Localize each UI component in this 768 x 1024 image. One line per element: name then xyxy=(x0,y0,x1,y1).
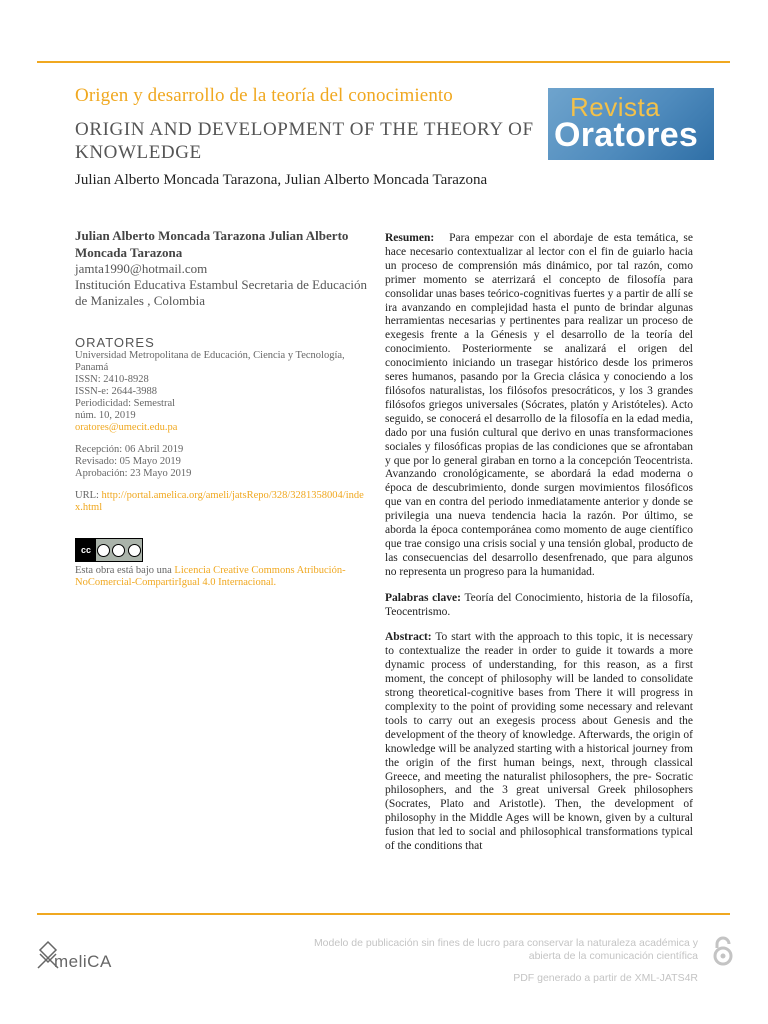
by-icon xyxy=(97,544,110,557)
open-access-icon xyxy=(710,936,736,966)
cc-icon: cc xyxy=(76,539,96,561)
journal-issn: ISSN: 2410-8928 xyxy=(75,374,149,385)
footer-notice: Modelo de publicación sin fines de lucro para conservar la naturaleza académica y abierta de la comunicación científica xyxy=(313,937,698,962)
nc-icon xyxy=(112,544,125,557)
journal-contact-email[interactable]: oratores@umecit.edu.pa xyxy=(75,422,178,433)
abstract-label: Abstract: xyxy=(385,631,432,644)
author-email[interactable]: jamta1990@hotmail.com xyxy=(75,261,208,276)
metadata-column xyxy=(75,227,370,589)
keywords-paragraph xyxy=(385,592,693,620)
license-link[interactable]: Licencia Creative Commons Atribución-NoComercial-CompartirIgual 4.0 Internacional. xyxy=(75,565,346,588)
logo-line-1: Revista xyxy=(570,92,661,122)
license-text xyxy=(75,565,370,589)
journal-name: ORATORES xyxy=(75,335,155,350)
resumen-paragraph xyxy=(385,232,693,580)
date-revised: Revisado: 05 Mayo 2019 xyxy=(75,456,181,467)
journal-periodicity: Periodicidad: Semestral xyxy=(75,398,176,409)
amelica-logo[interactable] xyxy=(36,938,136,974)
journal-logo xyxy=(548,88,714,160)
keywords-label: Palabras clave: xyxy=(385,591,461,604)
journal-issn-e: ISSN-e: 2644-3988 xyxy=(75,386,157,397)
journal-info xyxy=(75,335,370,514)
license-prefix: Esta obra está bajo una xyxy=(75,565,175,576)
top-rule xyxy=(37,61,730,63)
journal-number: núm. 10, 2019 xyxy=(75,410,136,421)
author-name: Julian Alberto Moncada Tarazona Julian Alberto Moncada Tarazona xyxy=(75,228,349,260)
date-received: Recepción: 06 Abril 2019 xyxy=(75,444,184,455)
article-url-link[interactable]: http://portal.amelica.org/ameli/jatsRepo/328/3281358004/index.html xyxy=(75,490,364,513)
footer-generated: PDF generado a partir de XML-JATS4R xyxy=(513,972,698,984)
cc-license-badge[interactable] xyxy=(75,538,143,562)
journal-university: Universidad Metropolitana de Educación, Ciencia y Tecnología, Panamá xyxy=(75,350,345,373)
abstract-column xyxy=(385,232,693,866)
keywords-text: Teoría del Conocimiento, historia de la filosofía, Teocentrismo. xyxy=(385,591,693,618)
url-line xyxy=(75,490,370,514)
author-institution: Institución Educativa Estambul Secretaria de Educación de Manizales , Colombia xyxy=(75,277,368,308)
abstract-text: To start with the approach to this topic, it is necessary to contextualize the reader in order to guide it towards a more dynamic process of understanding, for this reason, as a first moment, the concept of philosophy will be landed to consolidate strong theoretical-cognitive bases from There it will progress in complexity to the point of providing some necessary and relevant tools to carry out an exegesis process about Genesis and the development of the theory of knowledge. Afterwards, the origin of knowledge will be analyzed starting with a historical journey from the origin of the first human beings, next, through classical Greece, and meeting the naturalist philosophers, the pre- Socratic philosophers, and the 3 great universal Greek philosophers (Socrates, Plato and Aristotle). Then, the development of philosophy in the Middle Ages will be known, given by a cultural fusion that led to social and philosophical transformations typical of the conditions that xyxy=(385,631,693,853)
date-approved: Aprobación: 23 Mayo 2019 xyxy=(75,468,192,479)
url-label: URL: xyxy=(75,490,99,501)
resumen-text: Para empezar con el abordaje de esta temática, se hace necesario contextualizar al lector con el fin de guiarlo hacia un proceso de comprensión más dinámico, por tal razón, como primer momento se aterrizará el concepto de filosofía para consolidar unas bases teórico-cognitivas fuertes y a partir de allí se ira avanzando en complejidad hasta el punto de brindar algunas herramientas necesarias y pertinentes para realizar un proceso de exegesis frente a la Génesis y el desarrollo de la teoría del conocimiento. Posteriormente se analizará el origen del conocimiento iniciando un trasegar histórico desde los primeros seres humanos, pasando por la Grecia clásica y conociendo a los filósofos naturalistas, los filósofos presocráticos, y los 3 grandes filósofos griegos universales (Sócrates, platón y Aristóteles). Acto seguido, se conocerá el desarrollo de la filosofía en la edad media, dado por una fusión cultural que derivo en unas transformaciones sociales y filosóficas propias de las condiciones que se afrontaban y que por lo general giraban en torno a la concepción Teocentrista. Avanzando cronológicamente, se abordará la edad moderna o época de descubrimiento, donde surgen movimientos filosóficos que van en contra del periodo inmediatamente anterior y donde se privilegia una nueva tendencia hacia la razón. Por último, se aborda la época contemporánea como momento de auge científico que trae consigo una crisis social y una tensión global, producto de las consecuencias del desarrollo desenfrenado, que para algunos no representa un progreso para la humanidad. xyxy=(385,232,693,578)
sa-icon xyxy=(128,544,141,557)
authors-line: Julian Alberto Moncada Tarazona, Julian Alberto Moncada Tarazona xyxy=(75,172,488,188)
bottom-rule xyxy=(37,913,730,915)
logo-line-2: Oratores xyxy=(554,116,699,154)
amelica-brand: meliCA xyxy=(54,952,112,971)
resumen-label: Resumen: xyxy=(385,232,435,244)
title-english: ORIGIN AND DEVELOPMENT OF THE THEORY OF KNOWLEDGE xyxy=(75,119,534,163)
abstract-paragraph xyxy=(385,631,693,854)
title-spanish: Origen y desarrollo de la teoría del conocimiento xyxy=(75,85,453,106)
